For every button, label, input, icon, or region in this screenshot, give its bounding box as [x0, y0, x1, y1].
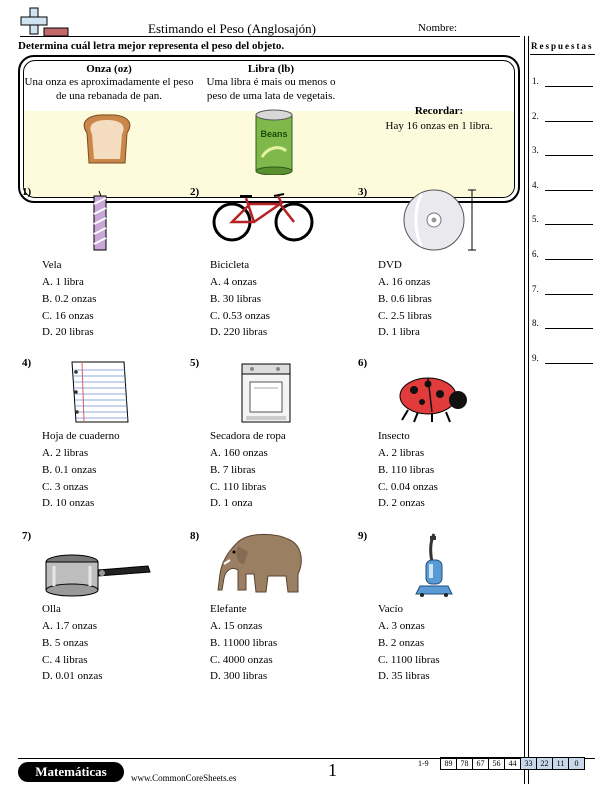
- answers-title: Respuestas: [531, 41, 594, 51]
- answer-blank[interactable]: [545, 86, 593, 87]
- score-range: 1-9: [418, 759, 429, 768]
- question-number: 5): [190, 357, 200, 369]
- score-cell: 33: [521, 758, 537, 770]
- object-name: Insecto: [378, 430, 410, 442]
- answer-option[interactable]: D. 220 libras: [210, 326, 268, 339]
- sidebar-border-inner: [528, 36, 529, 784]
- answer-option[interactable]: C. 0.53 onzas: [210, 309, 270, 322]
- question-number: 2): [190, 186, 200, 198]
- answer-option[interactable]: A. 2 libras: [42, 447, 89, 459]
- answer-number: 1.: [532, 76, 539, 86]
- answer-option[interactable]: B. 0.1 onzas: [42, 463, 97, 476]
- object-name: Vela: [42, 259, 62, 271]
- score-cell: 11: [553, 758, 569, 770]
- answer-option[interactable]: A. 3 onzas: [378, 620, 425, 632]
- name-label: Nombre:: [418, 22, 458, 34]
- question-number: 9): [358, 530, 368, 542]
- pound-text: Uma libra é mais ou menos o peso de uma lata de vegetais.: [206, 76, 336, 102]
- answer-option[interactable]: A. 4 onzas: [210, 276, 257, 288]
- question-number: 8): [190, 530, 200, 542]
- answer-number: 6.: [532, 249, 539, 259]
- ounce-text: Una onza es aproximadamente el peso de una rebanada de pan.: [24, 76, 194, 102]
- answer-option[interactable]: B. 7 libras: [210, 463, 256, 476]
- score-cell: 78: [457, 758, 473, 770]
- answer-option[interactable]: B. 30 libras: [210, 292, 262, 305]
- clothes-dryer-icon: [240, 362, 292, 429]
- answer-blank[interactable]: [545, 328, 593, 329]
- answer-number: 2.: [532, 110, 539, 121]
- answer-option[interactable]: A. 16 onzas: [378, 276, 431, 288]
- answer-option[interactable]: B. 110 libras: [378, 463, 435, 476]
- question-number: 1): [22, 186, 32, 198]
- answer-option[interactable]: A. 1.7 onzas: [42, 620, 97, 632]
- reference-box: [18, 55, 520, 203]
- answer-option[interactable]: D. 35 libras: [378, 670, 430, 683]
- pot-icon: [44, 552, 152, 603]
- answer-blank[interactable]: [545, 190, 593, 191]
- site-url: www.CommonCoreSheets.es: [131, 773, 237, 783]
- question-number: 6): [358, 357, 368, 369]
- answer-option[interactable]: C. 1100 libras: [378, 653, 440, 666]
- answer-number: 3.: [532, 145, 539, 156]
- answer-blank[interactable]: [545, 121, 593, 122]
- score-cell: 67: [473, 758, 489, 770]
- object-name: Bicicleta: [210, 259, 250, 271]
- score-cell: 22: [537, 758, 553, 770]
- question-number: 4): [22, 357, 32, 369]
- answer-option[interactable]: B. 2 onzas: [378, 636, 425, 649]
- answer-option[interactable]: B. 5 onzas: [42, 636, 89, 649]
- remember-heading: Recordar:: [414, 105, 464, 117]
- object-name: Secadora de ropa: [210, 430, 286, 442]
- question-number: 7): [22, 530, 32, 542]
- answer-number: 8.: [532, 318, 539, 329]
- can-label: Beans: [260, 129, 288, 139]
- answers-rule: [530, 54, 595, 55]
- sidebar-border: [524, 36, 525, 784]
- instructions: Determina cuál letra mejor representa el peso del objeto.: [18, 40, 285, 52]
- ladybug-icon: [396, 370, 468, 429]
- answer-number: 9.: [532, 352, 539, 363]
- plus-minus-logo-icon: [20, 6, 70, 36]
- bean-can-icon: [252, 109, 296, 175]
- vacuum-icon: [412, 532, 456, 603]
- answer-option[interactable]: D. 2 onzas: [378, 497, 425, 510]
- answer-blank[interactable]: [545, 294, 593, 295]
- answer-option[interactable]: C. 2.5 libras: [378, 309, 432, 322]
- dvd-icon: [402, 188, 478, 257]
- page-title: Estimando el Peso (Anglosajón): [148, 21, 316, 36]
- score-cell: 0: [569, 758, 585, 770]
- logo: [20, 6, 70, 36]
- object-name: Vacío: [378, 603, 404, 615]
- score-cell: 56: [489, 758, 505, 770]
- answer-option[interactable]: B. 0.6 libras: [378, 292, 432, 305]
- answer-option[interactable]: D. 300 libras: [210, 670, 268, 683]
- header-divider: [20, 36, 520, 37]
- brand-badge: Matemáticas: [18, 762, 124, 782]
- answer-blank[interactable]: [545, 363, 593, 364]
- answer-option[interactable]: D. 20 libras: [42, 326, 94, 339]
- answer-option[interactable]: A. 15 onzas: [210, 620, 263, 632]
- answer-blank[interactable]: [545, 259, 593, 260]
- answer-blank[interactable]: [545, 155, 593, 156]
- pound-heading: Libra (lb): [247, 63, 295, 75]
- answer-option[interactable]: B. 11000 libras: [210, 636, 278, 649]
- answer-option[interactable]: A. 2 libras: [378, 447, 425, 459]
- answer-option[interactable]: C. 0.04 onzas: [378, 480, 438, 493]
- score-table: [440, 757, 585, 770]
- question-number: 3): [358, 186, 368, 198]
- object-name: Hoja de cuaderno: [42, 430, 120, 442]
- candle-icon: [90, 190, 110, 257]
- answer-option[interactable]: B. 0.2 onzas: [42, 292, 97, 305]
- answer-number: 5.: [532, 214, 539, 225]
- object-name: Elefante: [210, 603, 247, 615]
- score-cell: 89: [441, 758, 457, 770]
- answer-option[interactable]: D. 1 onza: [210, 497, 253, 510]
- answer-option[interactable]: C. 16 onzas: [42, 309, 94, 322]
- bread-slice-icon: [79, 113, 135, 167]
- elephant-icon: [212, 530, 308, 599]
- notebook-paper-icon: [66, 360, 130, 429]
- answer-option[interactable]: A. 160 onzas: [210, 447, 268, 459]
- bicycle-icon: [210, 192, 316, 247]
- remember-text: Hay 16 onzas en 1 libra.: [385, 120, 493, 132]
- answer-option[interactable]: C. 4 libras: [42, 653, 88, 666]
- answer-option[interactable]: C. 3 onzas: [42, 480, 89, 493]
- answer-option[interactable]: A. 1 libra: [42, 276, 84, 288]
- answer-blank[interactable]: [545, 224, 593, 225]
- answer-number: 4.: [532, 179, 539, 190]
- object-name: DVD: [378, 259, 402, 271]
- answer-option[interactable]: D. 0.01 onzas: [42, 670, 103, 683]
- answer-option[interactable]: C. 110 libras: [210, 480, 267, 493]
- page-number: 1: [328, 760, 337, 780]
- object-name: Olla: [42, 603, 61, 615]
- answer-number: 7.: [532, 283, 539, 294]
- score-cell: 44: [505, 758, 521, 770]
- answer-option[interactable]: D. 1 libra: [378, 326, 420, 339]
- answer-option[interactable]: D. 10 onzas: [42, 497, 95, 510]
- answer-option[interactable]: C. 4000 onzas: [210, 653, 273, 666]
- ounce-heading: Onza (oz): [86, 63, 132, 75]
